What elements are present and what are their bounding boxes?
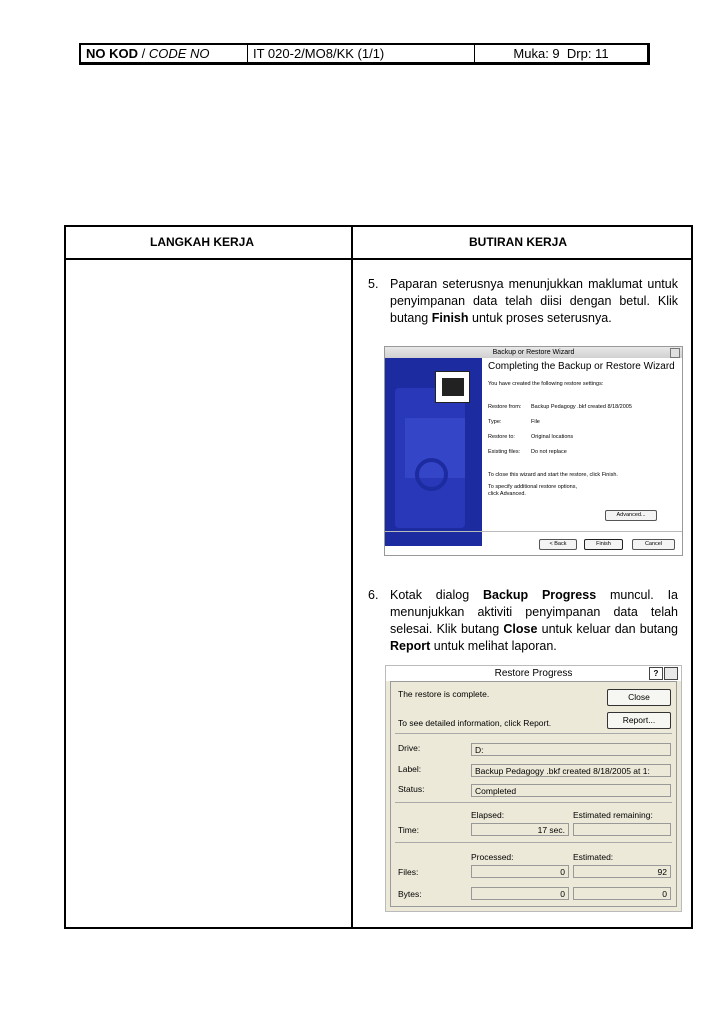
progress-body	[390, 681, 677, 907]
document-header	[79, 43, 650, 65]
wizard-setting-row	[488, 419, 678, 434]
advanced-button[interactable]: Advanced...	[605, 510, 657, 521]
step-text	[390, 276, 678, 327]
step-5	[368, 276, 678, 327]
step-text-part: untuk melihat laporan.	[430, 639, 557, 653]
wizard-content	[488, 362, 678, 498]
processed-header: Processed:	[471, 852, 514, 862]
report-button[interactable]: Report...	[607, 712, 671, 729]
wizard-advanced-note: To specify additional restore options, click Advanced.	[488, 484, 577, 497]
wizard-setting-row	[488, 404, 678, 419]
wizard-close-note: To close this wizard and start the restore, click Finish.	[488, 472, 618, 478]
wizard-footer-divider	[385, 531, 682, 532]
step-text	[390, 587, 678, 655]
cancel-button[interactable]: Cancel	[632, 539, 675, 550]
drive-field: D:	[471, 743, 671, 756]
code-label-cell	[81, 45, 248, 62]
step-bold: Backup Progress	[482, 588, 597, 602]
code-value-cell	[248, 45, 475, 62]
back-button[interactable]: < Back	[539, 539, 577, 550]
step-text-part: untuk keluar dan butang	[537, 622, 678, 636]
code-label: NO KOD	[86, 46, 138, 61]
setting-key: Type:	[488, 419, 502, 425]
wizard-side-banner	[385, 358, 482, 546]
code-value: IT 020-2/MO8/KK (1/1)	[253, 46, 385, 61]
close-icon[interactable]	[664, 667, 678, 680]
bytes-processed-field: 0	[471, 887, 569, 900]
drive-label: Drive:	[398, 743, 421, 753]
step-text-part: muncul. Ia menunjukkan aktiviti penyimpanan data telah selesai. Klik butang	[390, 588, 678, 636]
step-text-part: Kotak dialog	[390, 588, 483, 602]
progress-dialog-screenshot	[385, 665, 682, 912]
col-header-langkah: LANGKAH KERJA	[150, 235, 255, 249]
step-6	[368, 587, 678, 655]
setting-key: Restore to:	[488, 434, 515, 440]
elapsed-header: Elapsed:	[471, 810, 505, 820]
help-icon[interactable]: ?	[649, 667, 663, 680]
wizard-setting-row	[488, 449, 678, 464]
files-estimated-field: 92	[573, 865, 671, 878]
wizard-titlebar	[385, 347, 682, 358]
code-label-separator: /	[138, 46, 149, 61]
setting-value: Do not replace	[531, 449, 567, 455]
label-field: Backup Pedagogy .bkf created 8/18/2005 at 1:	[471, 764, 671, 777]
estimated-header: Estimated:	[573, 852, 614, 862]
divider	[395, 733, 672, 734]
step-bold: Report	[390, 639, 431, 653]
wizard-setting-row	[488, 434, 678, 449]
label-label: Label:	[398, 764, 422, 774]
time-label: Time:	[398, 825, 419, 835]
progress-title: Restore Progress	[494, 668, 573, 679]
progress-titlebar	[386, 666, 681, 681]
divider	[395, 842, 672, 843]
setting-key: Existing files:	[488, 449, 521, 455]
files-processed-field: 0	[471, 865, 569, 878]
close-button[interactable]: Close	[607, 689, 671, 706]
step-text-part: Paparan seterusnya menunjukkan maklumat untuk penyimpanan data telah diisi dengan betul. Klik butang	[390, 277, 678, 325]
step-bold: Close	[503, 622, 538, 636]
banner-graphic	[415, 458, 448, 491]
wizard-heading: Completing the Backup or Restore Wizard	[488, 361, 675, 372]
estimated-remaining-header: Estimated remaining:	[573, 810, 653, 820]
files-label: Files:	[398, 867, 419, 877]
step-number: 6.	[368, 588, 379, 602]
status-label: Status:	[398, 784, 425, 794]
wizard-title: Backup or Restore Wizard	[492, 349, 575, 356]
header-divider	[66, 258, 691, 260]
column-divider	[351, 227, 353, 927]
time-remaining-field	[573, 823, 671, 836]
status-message: The restore is complete.	[398, 689, 490, 699]
setting-value: File	[531, 419, 540, 425]
backup-icon	[435, 371, 470, 403]
setting-key: Restore from:	[488, 404, 522, 410]
page-number-cell	[475, 45, 647, 62]
step-text-part: untuk proses seterusnya.	[468, 311, 612, 325]
close-icon[interactable]	[670, 348, 680, 358]
page-number: Muka: 9 Drp: 11	[513, 46, 609, 61]
setting-value: Backup Pedagogy .bkf created 8/18/2005	[531, 404, 632, 410]
step-bold: Finish	[431, 311, 469, 325]
detail-message: To see detailed information, click Report.	[398, 718, 552, 728]
code-label-italic: CODE NO	[148, 46, 210, 61]
bytes-estimated-field: 0	[573, 887, 671, 900]
divider	[395, 802, 672, 803]
setting-value: Original locations	[531, 434, 574, 440]
wizard-intro: You have created the following restore settings:	[488, 381, 604, 387]
finish-button[interactable]: Finish	[584, 539, 623, 550]
status-field: Completed	[471, 784, 671, 797]
col-header-butiran: BUTIRAN KERJA	[469, 235, 568, 249]
step-number: 5.	[368, 277, 379, 291]
time-elapsed-field: 17 sec.	[471, 823, 569, 836]
bytes-label: Bytes:	[398, 889, 422, 899]
wizard-screenshot	[384, 346, 683, 556]
